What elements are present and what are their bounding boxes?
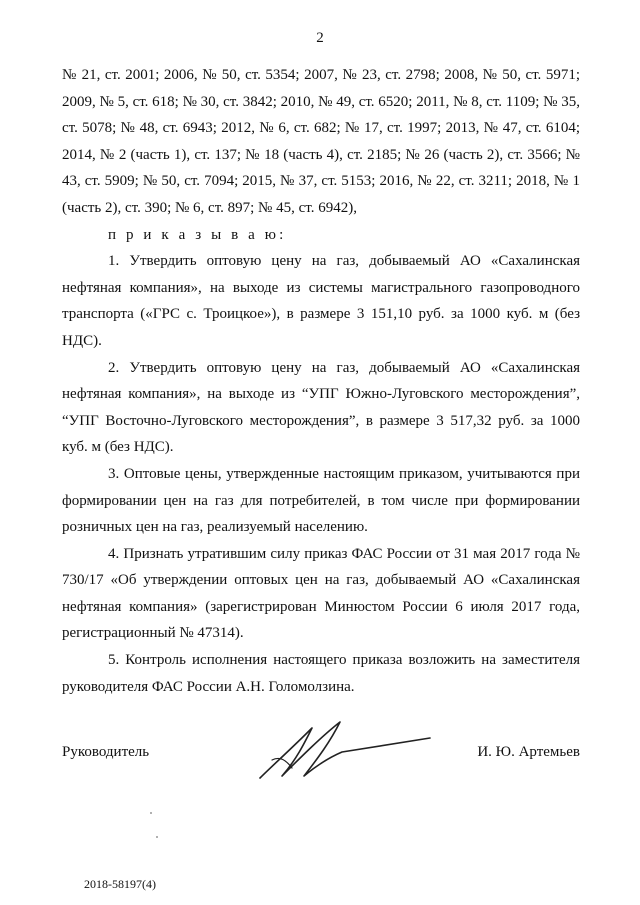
document-body (62, 62, 580, 700)
paragraph-item-1: 1. Утвердить оптовую цену на газ, добываемый АО «Сахалинская нефтяная компания», на выходе из системы магистрального газопроводного транспорта («ГРС с. Троицкое»), в размере 3 151,10 руб. за 1000 куб. м (без НДС). (62, 253, 580, 349)
page-number: 2 (316, 30, 324, 46)
paragraph-item-4: 4. Признать утратившим силу приказ ФАС России от 31 мая 2017 года № 730/17 «Об утверждении оптовых цен на газ, добываемый АО «Сахалинская нефтяная компания» (зарегистрирован Минюстом России 6 июля 2017 года, регистрационный № 47314). (62, 545, 580, 642)
signer-role: Руководитель (62, 744, 150, 760)
signer-name: И. Ю. Артемьев (477, 744, 580, 760)
document-code: 2018-58197(4) (84, 877, 156, 891)
scan-speck (156, 836, 158, 838)
order-word: п р и к а з ы в а ю: (108, 226, 287, 243)
paragraph-item-3: 3. Оптовые цены, утвержденные настоящим приказом, учитываются при формировании цен на газ для потребителей, в том числе при формировании розничных цен на газ, реализуемый населению. (62, 465, 580, 536)
scan-speck (150, 812, 152, 814)
handwritten-signature (252, 716, 432, 786)
paragraph-item-2: 2. Утвердить оптовую цену на газ, добываемый АО «Сахалинская нефтяная компания», на выходе из “УПГ Южно-Луговского месторождения”, “УПГ Восточно-Луговского месторождения”, в размере 3 517,32 руб. за 1000 куб. м (без НДС). (62, 359, 580, 456)
paragraph-item-5: 5. Контроль исполнения настоящего приказа возложить на заместителя руководителя ФАС России А.Н. Голомолзина. (62, 652, 580, 695)
paragraph-intro: № 21, ст. 2001; 2006, № 50, ст. 5354; 2007, № 23, ст. 2798; 2008, № 50, ст. 5971; 2009, № 5, ст. 618; № 30, ст. 3842; 2010, № 49, ст. 6520; 2011, № 8, ст. 1109; № 35, ст. 5078; № 48, ст. 6943; 2012, № 6, ст. 682; № 17, ст. 1997; 2013, № 47, ст. 6104; 2014, № 2 (часть 1), ст. 137; № 18 (часть 4), ст. 2185; № 26 (часть 2), ст. 3566; № 43, ст. 5909; № 50, ст. 7094; 2015, № 37, ст. 5153; 2016, № 22, ст. 3211; 2018, № 1 (часть 2), ст. 390; № 6, ст. 897; № 45, ст. 6942), (62, 67, 580, 216)
